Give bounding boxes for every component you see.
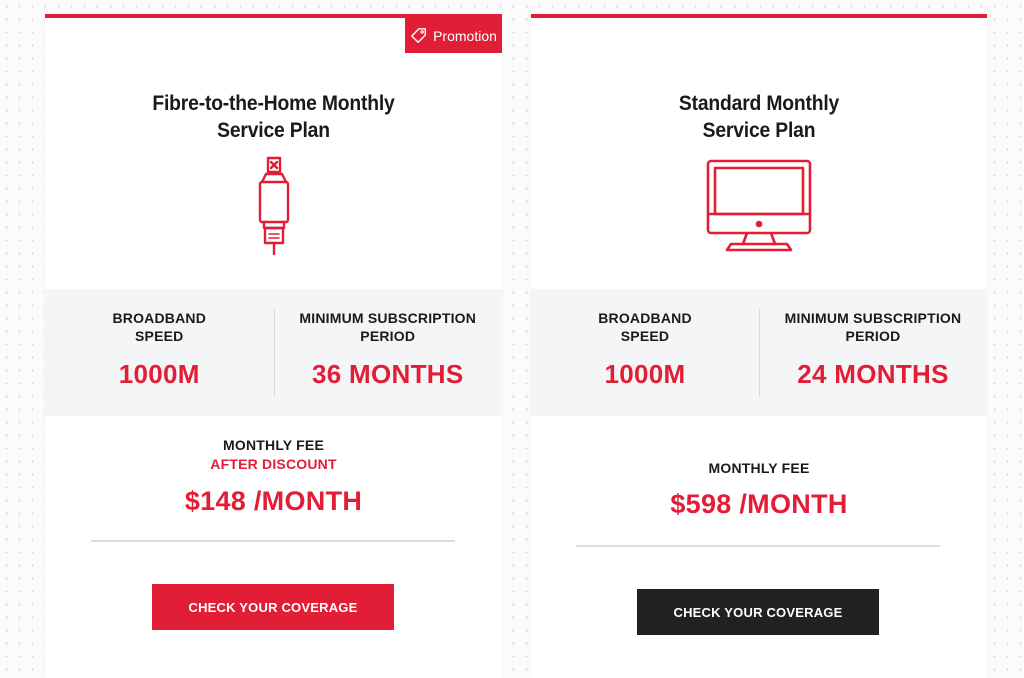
- desktop-monitor-icon: [705, 158, 813, 254]
- promotion-label: Promotion: [433, 27, 497, 44]
- speed-label: BROADBAND SPEED: [112, 310, 207, 344]
- check-coverage-button[interactable]: CHECK YOUR COVERAGE: [152, 584, 394, 630]
- price: $598 /MONTH: [670, 489, 848, 519]
- monthly-fee: [45, 437, 502, 517]
- divider: [576, 545, 940, 547]
- check-coverage-button[interactable]: CHECK YOUR COVERAGE: [637, 589, 879, 635]
- monthly-fee: [531, 460, 987, 520]
- speed-spec: [531, 289, 759, 416]
- plan-title-line1: Standard Monthly: [678, 92, 840, 115]
- plan-card-standard: [531, 14, 987, 678]
- plan-title-line1: Fibre-to-the-Home Monthly: [152, 92, 395, 115]
- plan-title: [63, 90, 483, 144]
- period-value: 36 MONTHS: [311, 359, 464, 389]
- plan-title: [549, 90, 969, 144]
- period-spec: [274, 289, 503, 416]
- plan-title-line2: Service Plan: [217, 119, 330, 142]
- price: $148 /MONTH: [184, 486, 363, 516]
- plan-title-line2: Service Plan: [702, 119, 816, 142]
- period-spec: [759, 289, 987, 416]
- speed-label: BROADBAND SPEED: [598, 310, 692, 344]
- tag-icon: [410, 27, 428, 45]
- plan-specs: [45, 289, 502, 416]
- divider: [91, 540, 455, 542]
- speed-spec: [45, 289, 274, 416]
- fee-label: MONTHLY FEE: [708, 460, 810, 476]
- fibre-cable-icon: [254, 156, 294, 256]
- period-label: MINIMUM SUBSCRIPTION PERIOD: [784, 310, 962, 344]
- plan-specs: [531, 289, 987, 416]
- speed-value: 1000M: [118, 359, 200, 389]
- speed-value: 1000M: [604, 359, 686, 389]
- fee-label: MONTHLY FEE: [223, 437, 324, 453]
- fee-discount-note: AFTER DISCOUNT: [210, 456, 337, 472]
- period-value: 24 MONTHS: [797, 359, 949, 389]
- period-label: MINIMUM SUBSCRIPTION PERIOD: [299, 310, 477, 344]
- promotion-badge: [405, 18, 502, 53]
- plan-card-fibre: [45, 14, 502, 678]
